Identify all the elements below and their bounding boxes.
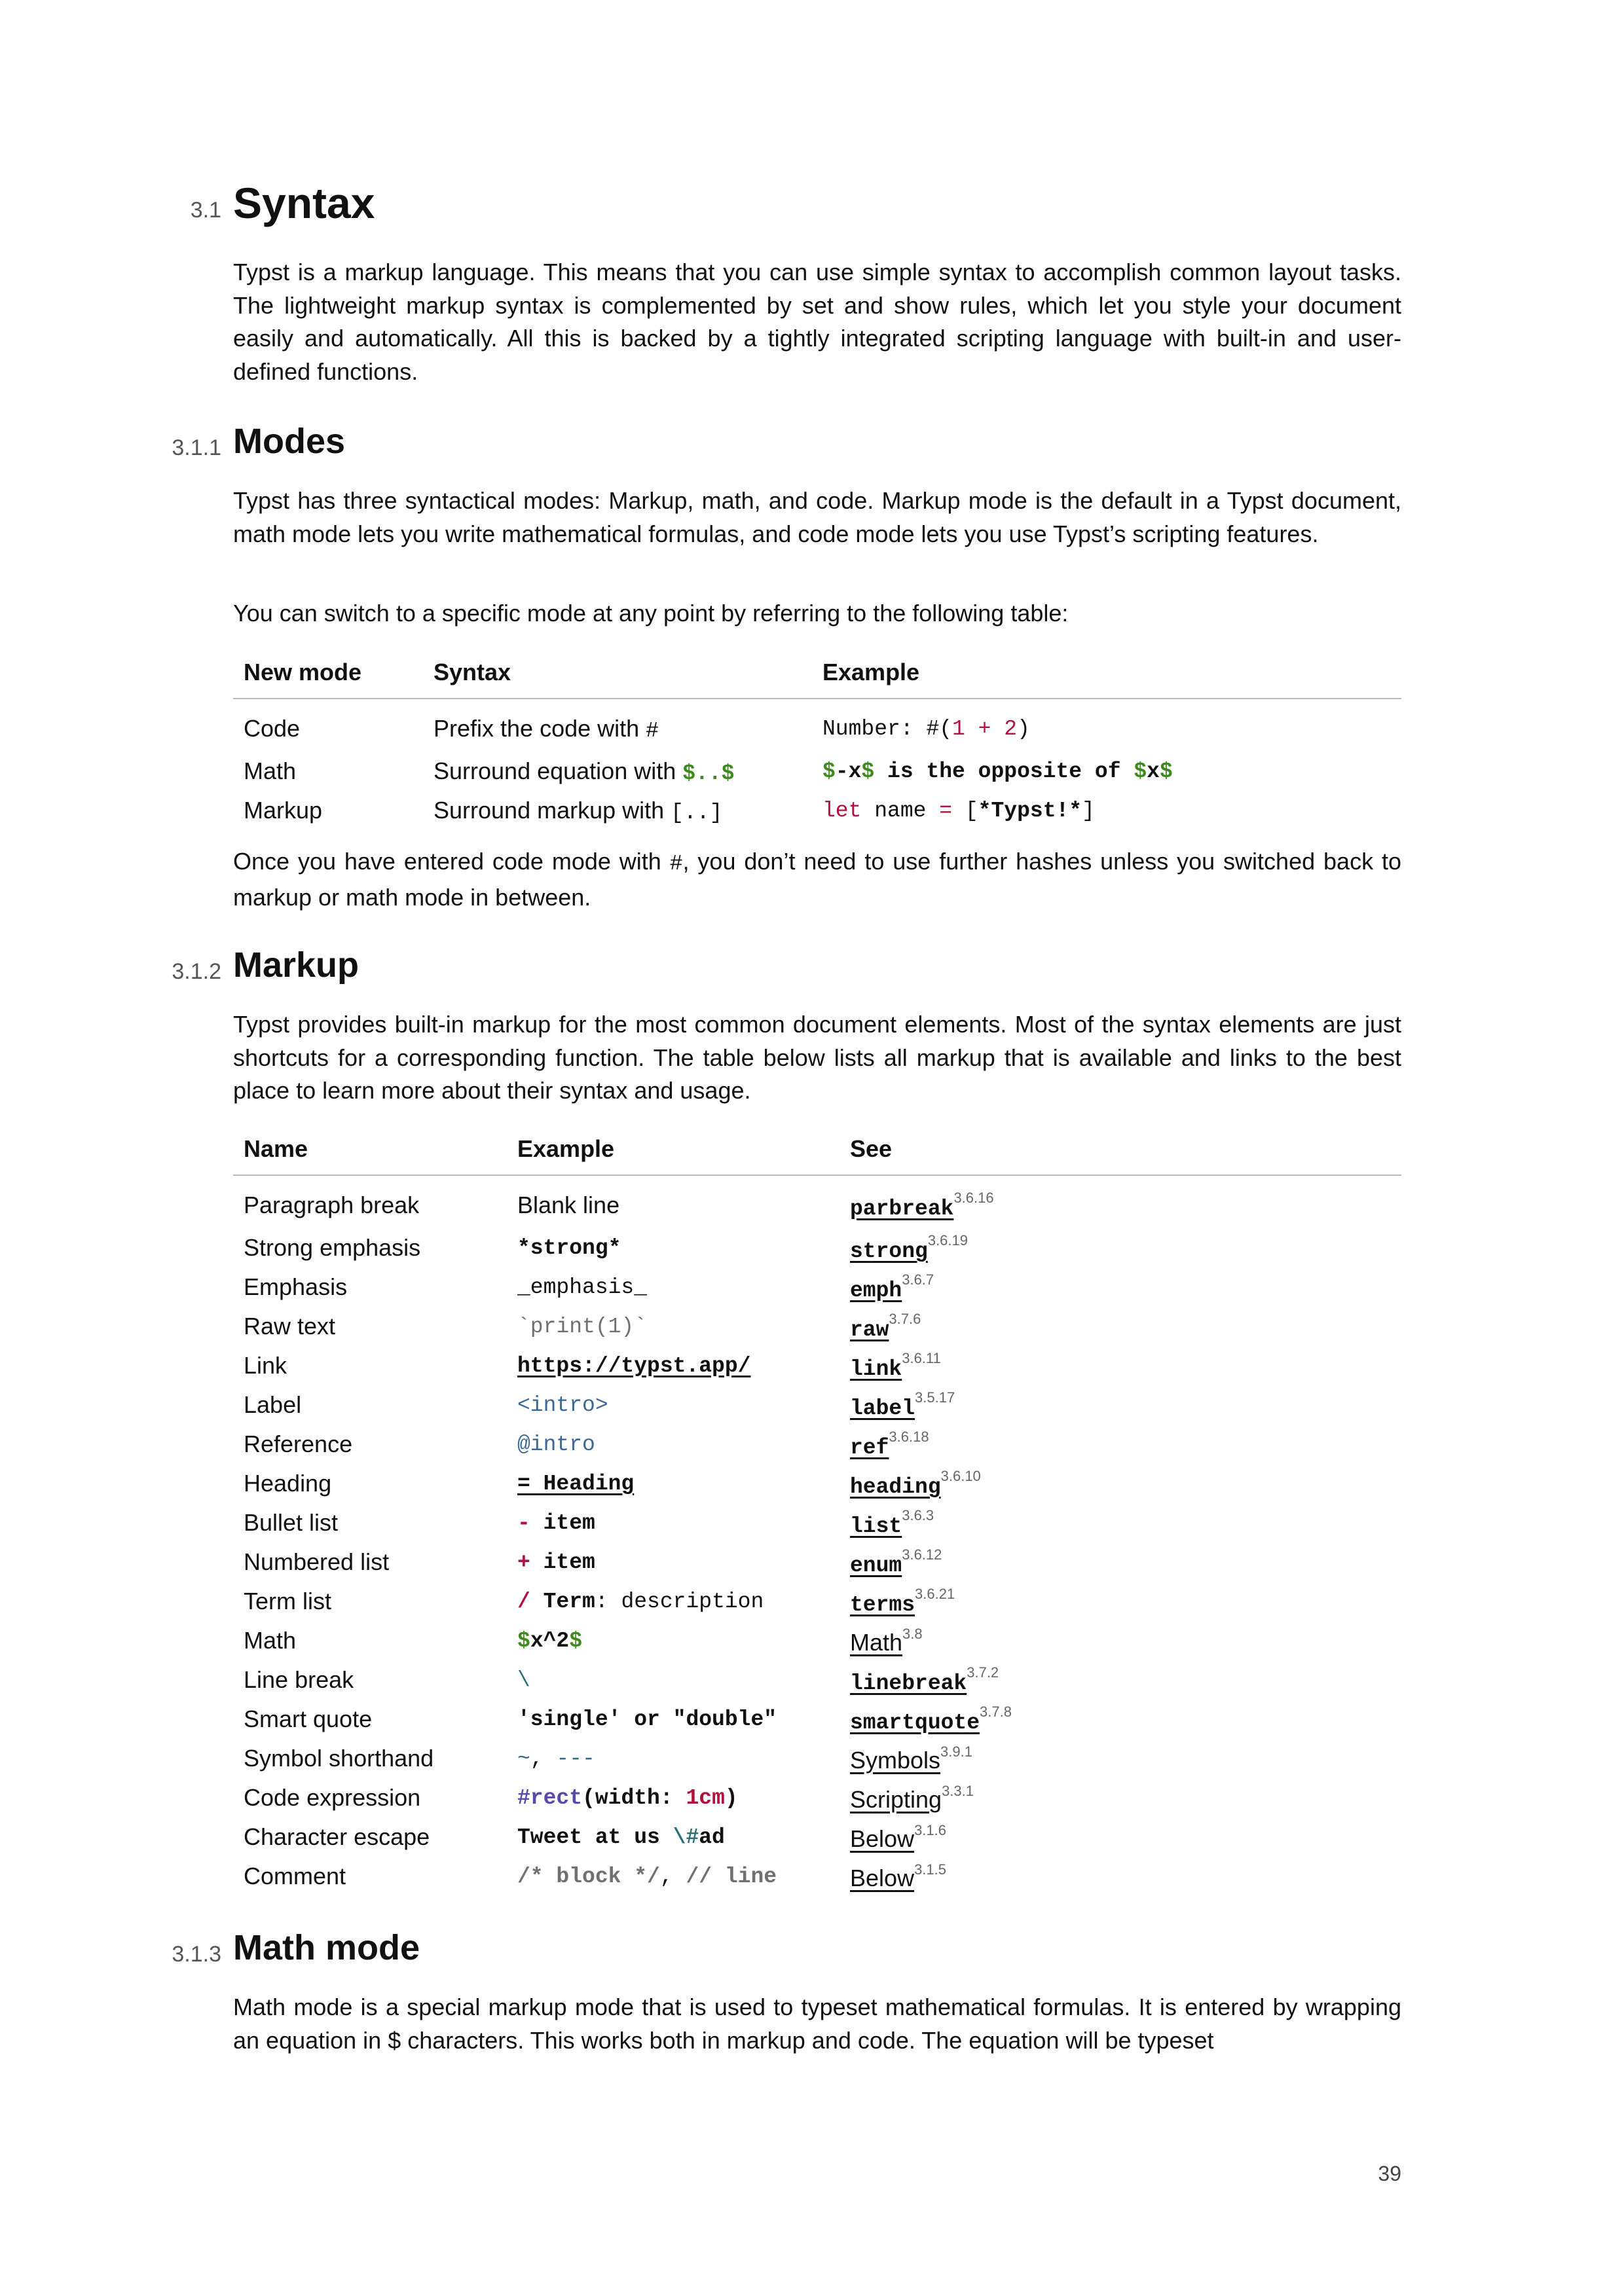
code-token: x^2 xyxy=(530,1628,570,1653)
example-cell xyxy=(812,699,1401,752)
see-cell xyxy=(840,1175,1401,1228)
code-token: $ xyxy=(569,1628,583,1653)
code-token: *Typst!* xyxy=(978,798,1082,823)
reference-number: 3.8 xyxy=(902,1625,923,1642)
reference-link[interactable]: Below xyxy=(850,1864,915,1891)
code-token: name xyxy=(861,798,940,823)
column-header: Name xyxy=(233,1123,507,1175)
example-cell xyxy=(812,791,1401,830)
reference-link[interactable]: Symbols xyxy=(850,1746,941,1774)
reference-link[interactable]: raw xyxy=(850,1318,889,1342)
example-cell xyxy=(507,1817,840,1857)
name-cell: Bullet list xyxy=(244,1509,339,1536)
example-cell xyxy=(507,1778,840,1817)
code-token: + xyxy=(517,1550,530,1575)
code-token: let xyxy=(822,798,862,823)
see-cell xyxy=(840,1267,1401,1307)
reference-number: 3.6.21 xyxy=(915,1586,955,1602)
code-token: ) xyxy=(724,1785,738,1810)
code-token: : description xyxy=(595,1589,764,1614)
reference-link[interactable]: Below xyxy=(850,1825,915,1852)
reference-link[interactable]: Math xyxy=(850,1628,903,1656)
example-cell xyxy=(507,1542,840,1582)
reference-number: 3.7.6 xyxy=(889,1311,921,1327)
reference-number: 3.6.3 xyxy=(902,1507,934,1523)
see-cell xyxy=(840,1660,1401,1700)
markup-table xyxy=(233,1123,1401,1896)
reference-number: 3.6.11 xyxy=(902,1350,941,1366)
mode-cell: Math xyxy=(244,757,297,784)
see-cell xyxy=(840,1542,1401,1582)
example-cell: @intro xyxy=(517,1432,595,1457)
section-heading-math-mode xyxy=(0,1927,1624,1980)
section-heading-markup xyxy=(0,945,1624,997)
see-cell xyxy=(840,1582,1401,1621)
table-row xyxy=(233,1425,1401,1464)
name-cell: Paragraph break xyxy=(244,1192,420,1218)
see-cell xyxy=(840,1857,1401,1896)
example-cell xyxy=(507,1621,840,1660)
name-cell: Label xyxy=(244,1391,302,1418)
reference-link[interactable]: parbreak xyxy=(850,1197,954,1221)
column-header: See xyxy=(840,1123,1401,1175)
see-cell xyxy=(840,1385,1401,1425)
code-token: -x xyxy=(835,759,862,784)
section-title: Syntax xyxy=(233,179,375,227)
example-cell: = Heading xyxy=(517,1471,635,1496)
column-header: New mode xyxy=(233,647,423,699)
code-token: item xyxy=(530,1510,595,1535)
reference-number: 3.7.2 xyxy=(967,1664,999,1681)
table-row xyxy=(233,1267,1401,1307)
section-title: Math mode xyxy=(233,1928,420,1967)
see-cell xyxy=(840,1425,1401,1464)
code-token: 2 xyxy=(1004,716,1018,741)
code-token: (width: xyxy=(582,1785,686,1810)
see-cell xyxy=(840,1346,1401,1385)
table-row xyxy=(233,1542,1401,1582)
code-token: , xyxy=(530,1746,557,1771)
text-run: , you don’t need to use further hashes unless you switched back to markup or math mode in between. xyxy=(233,848,1401,911)
syntax-cell xyxy=(423,791,812,830)
code-token: , xyxy=(659,1864,686,1889)
name-cell: Strong emphasis xyxy=(244,1234,421,1261)
syntax-text: Prefix the code with xyxy=(434,714,646,742)
section-title: Modes xyxy=(233,422,346,461)
name-cell: Comment xyxy=(244,1863,346,1889)
code-token: ] xyxy=(1082,798,1095,823)
code-token: ) xyxy=(1017,716,1030,741)
syntax-text: Surround markup with xyxy=(434,796,671,824)
column-header: Example xyxy=(812,647,1401,699)
reference-number: 3.5.17 xyxy=(915,1389,955,1406)
code-token: \# xyxy=(673,1825,699,1850)
example-cell xyxy=(507,1857,840,1896)
code-token: [ xyxy=(952,798,978,823)
see-cell xyxy=(840,1503,1401,1542)
table-header-row xyxy=(233,1123,1401,1175)
reference-number: 3.7.8 xyxy=(980,1704,1012,1720)
syntax-cell xyxy=(423,752,812,791)
code-token: - xyxy=(517,1510,530,1535)
section-heading-syntax xyxy=(0,178,1624,230)
mode-cell: Markup xyxy=(244,797,323,824)
table-row xyxy=(233,1700,1401,1739)
example-cell xyxy=(507,1582,840,1621)
see-cell xyxy=(840,1700,1401,1739)
math-mode-paragraph: Math mode is a special markup mode that is used to typeset mathematical formulas. It is entered by wrapping an equation in $ characters. This works both in markup and code. The equation will be typeset xyxy=(233,1994,1401,2054)
table-row xyxy=(233,1346,1401,1385)
code-token: x xyxy=(1147,759,1160,784)
code-token: = xyxy=(939,798,953,823)
code-token: 1cm xyxy=(686,1785,725,1810)
example-cell xyxy=(507,1503,840,1542)
see-cell xyxy=(840,1464,1401,1503)
see-cell xyxy=(840,1778,1401,1817)
code-token: $ xyxy=(822,759,836,784)
mode-cell: Code xyxy=(244,715,301,742)
modes-after-paragraph xyxy=(233,845,1401,914)
syntax-code: $..$ xyxy=(682,761,735,786)
reference-link[interactable]: strong xyxy=(850,1239,928,1264)
code-token: #rect xyxy=(517,1785,583,1810)
section-number: 3.1 xyxy=(190,198,221,223)
section-heading-modes xyxy=(0,421,1624,473)
name-cell: Link xyxy=(244,1352,287,1379)
reference-number: 3.6.12 xyxy=(902,1546,942,1563)
code-token: $ xyxy=(861,759,875,784)
example-cell: \ xyxy=(517,1667,530,1692)
syntax-code: [..] xyxy=(671,800,723,825)
inline-code: # xyxy=(669,852,683,876)
name-cell: Character escape xyxy=(244,1823,430,1850)
example-cell: https://typst.app/ xyxy=(517,1353,751,1378)
table-row xyxy=(233,1621,1401,1660)
column-header: Syntax xyxy=(423,647,812,699)
example-cell xyxy=(812,752,1401,791)
example-cell: `print(1)` xyxy=(517,1314,648,1339)
see-cell xyxy=(840,1228,1401,1267)
reference-link[interactable]: Scripting xyxy=(850,1785,942,1813)
name-cell: Term list xyxy=(244,1588,331,1614)
reference-link[interactable]: heading xyxy=(850,1475,941,1499)
reference-link[interactable]: emph xyxy=(850,1279,902,1303)
table-row xyxy=(233,1464,1401,1503)
reference-link[interactable]: label xyxy=(850,1396,915,1421)
name-cell: Numbered list xyxy=(244,1548,390,1575)
name-cell: Smart quote xyxy=(244,1705,373,1732)
table-row xyxy=(233,1503,1401,1542)
section-number: 3.1.1 xyxy=(172,435,221,460)
see-cell xyxy=(840,1817,1401,1857)
code-token: #( xyxy=(926,716,953,741)
example-cell: Blank line xyxy=(517,1192,620,1218)
modes-paragraph: Typst has three syntactical modes: Markup, math, and code. Markup mode is the default in a Typst document, math mode lets you write mathematical formulas, and code mode lets you use Typst’s scripting features. xyxy=(233,487,1401,547)
table-row xyxy=(233,1660,1401,1700)
reference-link[interactable]: smartquote xyxy=(850,1711,980,1735)
table-row xyxy=(233,1385,1401,1425)
name-cell: Raw text xyxy=(244,1313,336,1339)
code-token: + xyxy=(965,716,1005,741)
name-cell: Code expression xyxy=(244,1784,421,1811)
reference-link[interactable]: link xyxy=(850,1357,902,1381)
reference-number: 3.1.5 xyxy=(914,1861,946,1878)
table-row xyxy=(233,1739,1401,1778)
reference-number: 3.6.16 xyxy=(953,1190,994,1206)
code-token: /* block */ xyxy=(517,1864,660,1889)
reference-link[interactable]: terms xyxy=(850,1593,915,1617)
modes-table-intro: You can switch to a specific mode at any point by referring to the following table: xyxy=(233,600,1069,627)
name-cell: Heading xyxy=(244,1470,332,1497)
name-cell: Line break xyxy=(244,1666,354,1693)
see-cell xyxy=(840,1739,1401,1778)
text-run: Once you have entered code mode with xyxy=(233,848,670,875)
page-number: 39 xyxy=(1378,2162,1401,2185)
reference-link[interactable]: ref xyxy=(850,1436,889,1460)
reference-number: 3.6.10 xyxy=(940,1468,981,1484)
reference-number: 3.9.1 xyxy=(940,1743,972,1760)
table-row xyxy=(233,1817,1401,1857)
code-token: // line xyxy=(686,1864,777,1889)
code-token: Number: xyxy=(822,716,927,741)
reference-number: 3.6.19 xyxy=(927,1232,968,1248)
code-token: ~ xyxy=(517,1746,530,1771)
reference-link[interactable]: linebreak xyxy=(850,1671,967,1696)
table-row xyxy=(233,1778,1401,1817)
name-cell: Reference xyxy=(244,1430,353,1457)
name-cell: Math xyxy=(244,1627,297,1654)
syntax-text: Surround equation with xyxy=(434,757,683,784)
example-cell: 'single' or "double" xyxy=(517,1707,777,1732)
reference-link[interactable]: list xyxy=(850,1514,902,1539)
code-token: 1 xyxy=(952,716,965,741)
syntax-cell xyxy=(423,699,812,752)
markup-paragraph: Typst provides built-in markup for the most common document elements. Most of the syntax elements are just shortcuts for a corresponding function. The table below lists all markup that is available and links to the best place to learn more about their syntax and usage. xyxy=(233,1011,1401,1104)
code-token: Tweet at us xyxy=(517,1825,673,1850)
table-row xyxy=(233,791,1401,830)
see-cell xyxy=(840,1621,1401,1660)
section-number: 3.1.2 xyxy=(172,959,221,984)
name-cell: Emphasis xyxy=(244,1273,348,1300)
table-row xyxy=(233,1228,1401,1267)
code-token: --- xyxy=(556,1746,595,1771)
code-token: $ xyxy=(1159,759,1173,784)
code-token: is the opposite of xyxy=(874,759,1134,784)
reference-number: 3.6.18 xyxy=(889,1429,929,1445)
reference-number: 3.1.6 xyxy=(914,1821,946,1838)
reference-number: 3.3.1 xyxy=(942,1782,974,1799)
see-cell xyxy=(840,1307,1401,1346)
code-token: $ xyxy=(1134,759,1147,784)
table-row xyxy=(233,699,1401,752)
table-row xyxy=(233,1175,1401,1228)
example-cell: *strong* xyxy=(517,1235,621,1260)
table-row xyxy=(233,752,1401,791)
column-header: Example xyxy=(507,1123,840,1175)
table-header-row xyxy=(233,647,1401,699)
table-row xyxy=(233,1857,1401,1896)
code-token: / xyxy=(517,1589,530,1614)
example-cell xyxy=(507,1739,840,1778)
table-row xyxy=(233,1582,1401,1621)
section-number: 3.1.3 xyxy=(172,1942,221,1967)
code-token: Term xyxy=(530,1589,595,1614)
example-cell: <intro> xyxy=(517,1393,608,1417)
modes-table xyxy=(233,647,1401,830)
code-token: ad xyxy=(699,1825,725,1850)
reference-number: 3.6.7 xyxy=(902,1271,934,1288)
example-cell: _emphasis_ xyxy=(517,1275,648,1300)
name-cell: Symbol shorthand xyxy=(244,1745,434,1772)
reference-link[interactable]: enum xyxy=(850,1554,902,1578)
code-token: $ xyxy=(517,1628,530,1653)
code-token: item xyxy=(530,1550,595,1575)
syntax-code: # xyxy=(646,718,659,743)
table-row xyxy=(233,1307,1401,1346)
section-title: Markup xyxy=(233,945,360,985)
syntax-paragraph: Typst is a markup language. This means that you can use simple syntax to accomplish common layout tasks. The lightweight markup syntax is complemented by set and show rules, which let you style your document easily and automatically. All this is backed by a tightly integrated scripting language with built-in and user-defined functions. xyxy=(233,259,1401,385)
